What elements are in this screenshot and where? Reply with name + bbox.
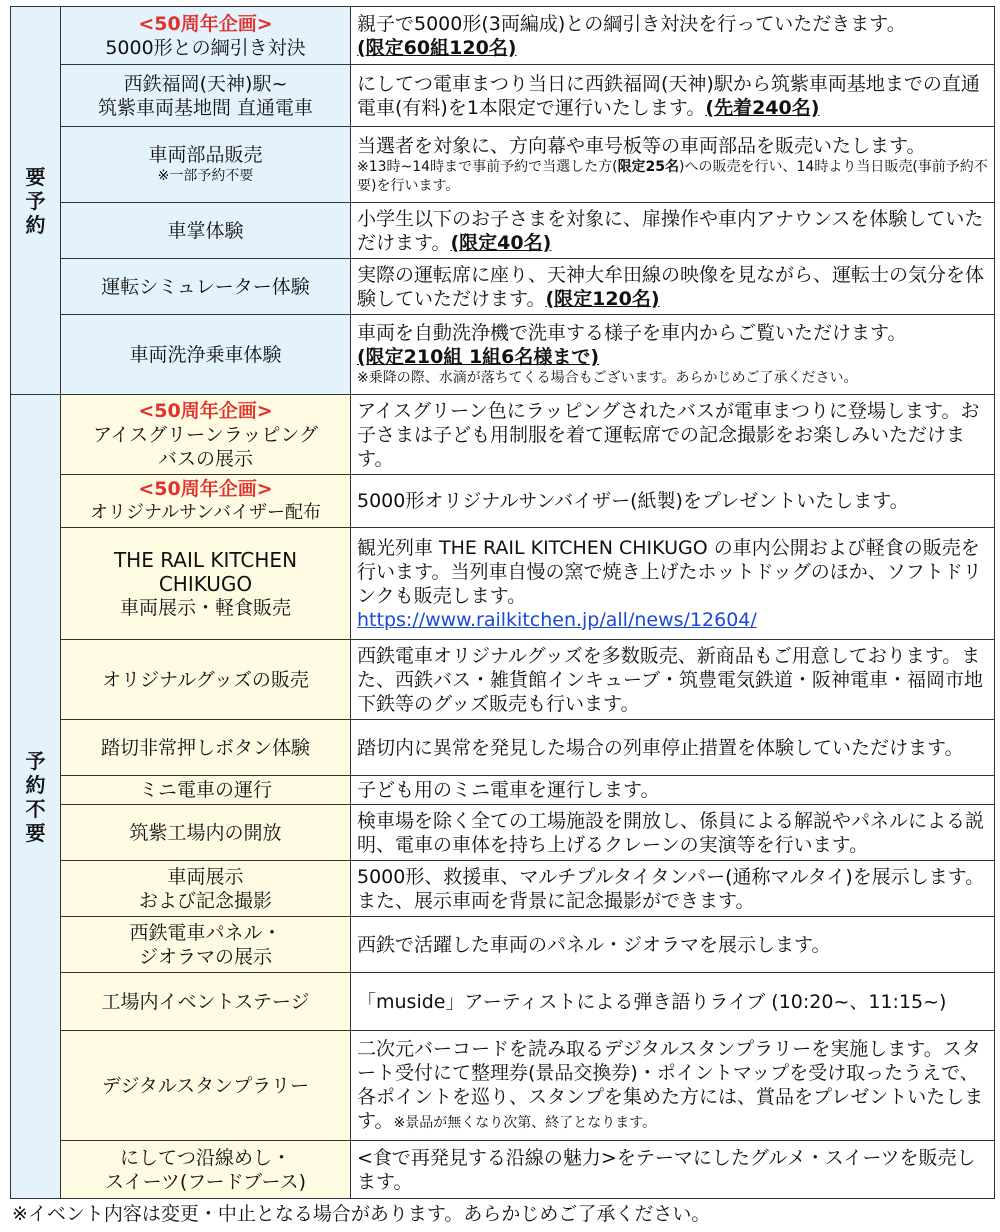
limit-text: (限定210組 1組6名様まで) [357, 346, 600, 368]
event-description: 西鉄で活躍した車両のパネル・ジオラマを展示します。 [351, 917, 995, 973]
event-name: 踏切非常押しボタン体験 [61, 720, 351, 776]
event-table [10, 6, 995, 1199]
anniversary-tag: <50周年企画> [138, 478, 273, 500]
event-name: 運転シミュレーター体験 [61, 259, 351, 315]
table-row [11, 805, 995, 861]
table-row [11, 395, 995, 475]
table-row [11, 315, 995, 395]
event-name: オリジナルグッズの販売 [61, 640, 351, 720]
event-description: アイスグリーン色にラッピングされたバスが電車まつりに登場します。お子さまは子ども用制服を着て運転席での記念撮影をお楽しみいただけます。 [351, 395, 995, 475]
event-name: ミニ電車の運行 [61, 776, 351, 805]
category-reservation-required: 要予約 [11, 7, 61, 395]
event-name: 西鉄電車パネル・ ジオラマの展示 [61, 917, 351, 973]
event-description: 5000形オリジナルサンバイザー(紙製)をプレゼントいたします。 [351, 475, 995, 528]
event-name: 工場内イベントステージ [61, 973, 351, 1031]
event-name: <50周年企画> アイスグリーンラッピング バスの展示 [61, 395, 351, 475]
limit-text: (先着240名) [705, 96, 820, 119]
event-description: 5000形、救援車、マルチプルタイタンパー(通称マルタイ)を展示します。また、展示車両を背景に記念撮影ができます。 [351, 861, 995, 917]
limit-text: (限定120名) [545, 287, 660, 310]
event-name: <50周年企画> 5000形との綱引き対決 [61, 7, 351, 65]
event-note: ※乗降の際、水滴が落ちてくる場合もございます。あらかじめご了承ください。 [357, 370, 858, 386]
event-description: にしてつ電車まつり当日に西鉄福岡(天神)駅から筑紫車両基地までの直通電車(有料)を1本限定で運行いたします。(先着240名) [351, 65, 995, 127]
table-row [11, 720, 995, 776]
event-note: ※13時~14時まで事前予約で当選した方(限定25名)への販売を行い、14時より当日販売(事前予約不要)を行います。 [357, 158, 988, 194]
table-row [11, 259, 995, 315]
event-name: 筑紫工場内の開放 [61, 805, 351, 861]
event-description: 西鉄電車オリジナルグッズを多数販売、新商品もご用意しております。また、西鉄バス・雑貨館インキューブ・筑豊電気鉄道・阪神電車・福岡市地下鉄等のグッズ販売も行います。 [351, 640, 995, 720]
event-table-container [10, 6, 994, 1199]
table-row [11, 917, 995, 973]
table-row [11, 127, 995, 203]
event-description: 当選者を対象に、方向幕や車号板等の車両部品を販売いたします。 ※13時~14時まで事前予約で当選した方(限定25名)への販売を行い、14時より当日販売(事前予約不要)を行います。 [351, 127, 995, 203]
event-description: 観光列車 THE RAIL KITCHEN CHIKUGO の車内公開および軽食の販売を行います。当列車自慢の窯で焼き上げたホットドッグのほか、ソフトドリンクも販売します。 https://www.railkitchen.jp/all/news/12604/ [351, 528, 995, 640]
limit-text: (限定60組120名) [357, 36, 517, 59]
table-row [11, 65, 995, 127]
event-name: にしてつ沿線めし・ スイーツ(フードブース) [61, 1141, 351, 1199]
event-name: 車両洗浄乗車体験 [61, 315, 351, 395]
event-description: 車両を自動洗浄機で洗車する様子を車内からご覧いただけます。 (限定210組 1組6名様まで) ※乗降の際、水滴が落ちてくる場合もございます。あらかじめご了承ください。 [351, 315, 995, 395]
table-row [11, 973, 995, 1031]
category-no-reservation: 予約不要 [11, 395, 61, 1199]
table-row [11, 7, 995, 65]
event-description: 子ども用のミニ電車を運行します。 [351, 776, 995, 805]
railkitchen-news-link[interactable]: https://www.railkitchen.jp/all/news/12604/ [357, 608, 757, 631]
table-row [11, 776, 995, 805]
event-description: 実際の運転席に座り、天神大牟田線の映像を見ながら、運転士の気分を体験していただけます。(限定120名) [351, 259, 995, 315]
footer-note: ※イベント内容は変更・中止となる場合があります。あらかじめご了承ください。 [12, 1203, 711, 1225]
event-description: <食で再発見する沿線の魅力>をテーマにしたグルメ・スイーツを販売します。 [351, 1141, 995, 1199]
event-note: ※景品が無くなり次第、終了となります。 [393, 1114, 657, 1131]
event-name: 車掌体験 [61, 203, 351, 259]
anniversary-tag: <50周年企画> [138, 12, 273, 35]
event-description: 「muside」アーティストによる弾き語りライブ (10:20~、11:15~) [351, 973, 995, 1031]
limit-text: (限定40名) [450, 231, 552, 254]
event-name: 車両部品販売 ※一部予約不要 [61, 127, 351, 203]
event-name: THE RAIL KITCHEN CHIKUGO 車両展示・軽食販売 [61, 528, 351, 640]
table-row [11, 528, 995, 640]
event-description: 親子で5000形(3両編成)との綱引き対決を行っていただきます。 (限定60組120名) [351, 7, 995, 65]
event-description: 検車場を除く全ての工場施設を開放し、係員による解説やパネルによる説明、電車の車体を持ち上げるクレーンの実演等を行います。 [351, 805, 995, 861]
event-description: 二次元バーコードを読み取るデジタルスタンプラリーを実施します。スタート受付にて整理券(景品交換券)・ポイントマップを受け取ったうえで、各ポイントを巡り、スタンプを集めた方には、賞品をプレゼントいたします。※景品が無くなり次第、終了となります。 [351, 1031, 995, 1141]
event-name: <50周年企画> オリジナルサンバイザー配布 [61, 475, 351, 528]
table-row [11, 1141, 995, 1199]
event-name: 西鉄福岡(天神)駅~ 筑紫車両基地間 直通電車 [61, 65, 351, 127]
event-description: 小学生以下のお子さまを対象に、扉操作や車内アナウンスを体験していただけます。(限定40名) [351, 203, 995, 259]
table-row [11, 1031, 995, 1141]
event-description: 踏切内に異常を発見した場合の列車停止措置を体験していただけます。 [351, 720, 995, 776]
anniversary-tag: <50周年企画> [138, 399, 273, 422]
table-row [11, 475, 995, 528]
table-row [11, 640, 995, 720]
event-name: デジタルスタンプラリー [61, 1031, 351, 1141]
table-row [11, 861, 995, 917]
table-row [11, 203, 995, 259]
event-name: 車両展示 および記念撮影 [61, 861, 351, 917]
